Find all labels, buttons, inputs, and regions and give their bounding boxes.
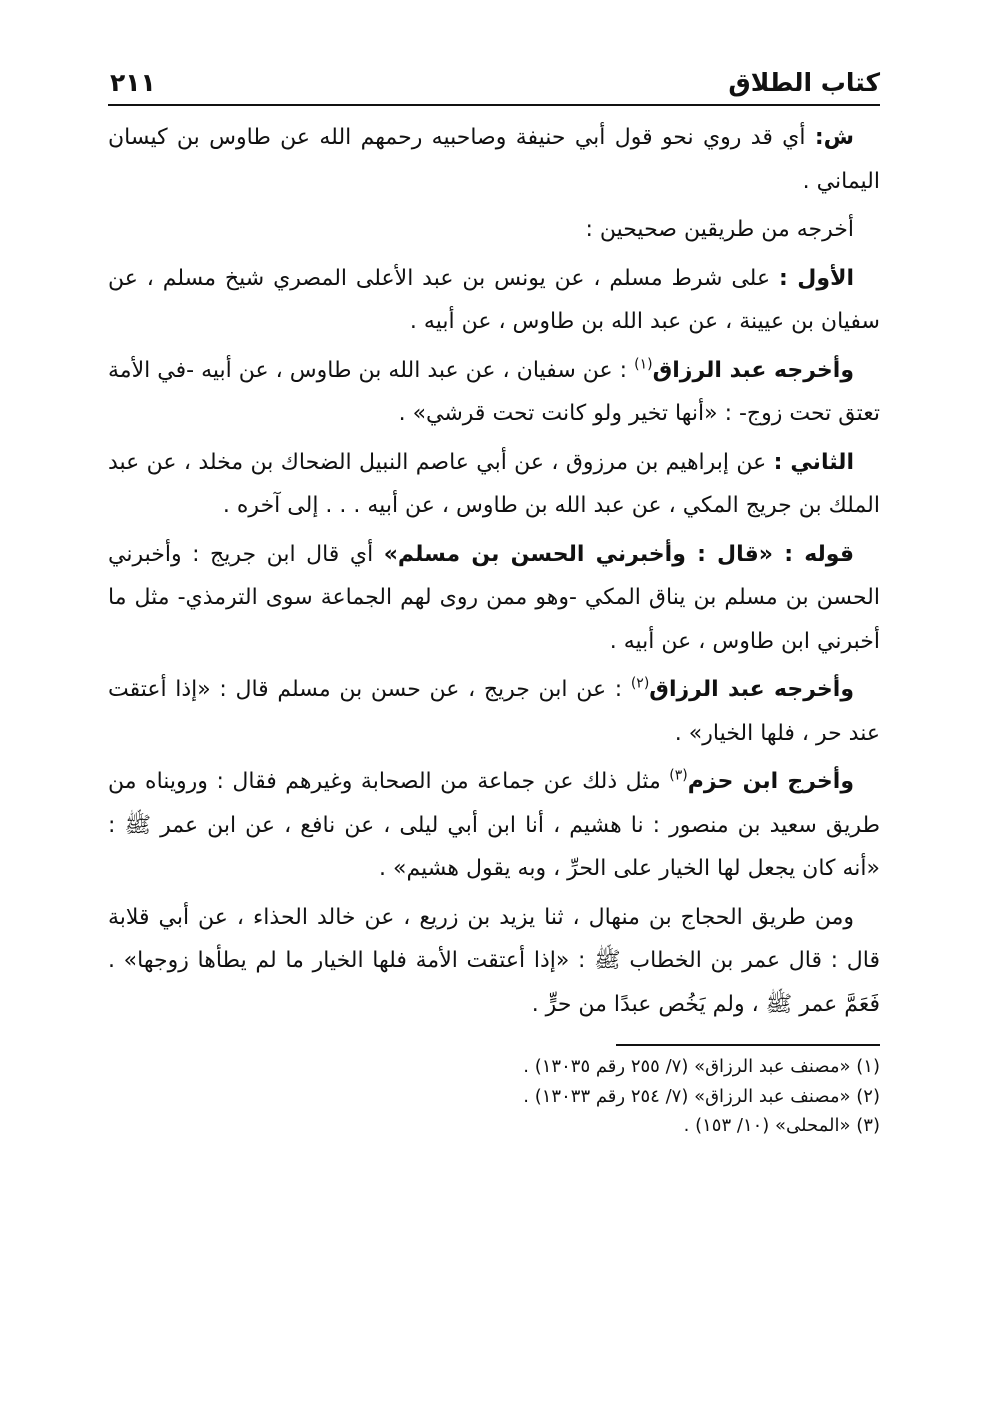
paragraph-text: مثل ذلك عن جماعة من الصحابة وغيرهم فقال : ورويناه من طريق سعيد بن منصور : نا هشيم ، أنا ابن أبي ليلى ، عن نافع ، عن ابن عمر ﷺ : «أنه كان يجعل لها الخيار على الحرِّ ، وبه يقول هشيم» . [108,769,880,881]
paragraph-text: : عن ابن جريج ، عن حسن بن مسلم قال : «إذا أعتقت عند حر ، فلها الخيار» . [108,677,880,746]
footnote: (٢) «مصنف عبد الرزاق» (٧/ ٢٥٤ رقم ١٣٠٣٣) . [523,1085,880,1107]
paragraph-lead: ش: [814,125,854,150]
paragraph-lead: وأخرجه عبد الرزاق [649,677,854,702]
paragraph [108,116,880,203]
paragraph [108,208,880,252]
paragraph-lead: الثاني : [773,449,854,475]
page-number: ٢١١ [110,68,156,97]
paragraph [108,760,880,891]
book-page [108,62,880,1141]
paragraph-lead: وأخرج ابن حزم [687,769,854,794]
paragraph-lead: الأول : [778,265,854,291]
paragraph [108,533,880,664]
paragraph-text: أخرجه من طريقين صحيحين : [585,217,854,242]
paragraph-text: أي قد روي نحو قول أبي حنيفة وصاحبيه رحمهم الله عن طاوس بن كيسان اليماني . [108,125,880,194]
footnote: (٣) «المحلى» (١٠/ ١٥٣) . [683,1115,880,1136]
footnote-separator [616,1044,880,1046]
paragraph-lead: قوله : «قال : وأخبرني الحسن بن مسلم» [383,541,854,567]
paragraph [108,668,880,755]
paragraph [108,349,880,436]
paragraph-text: ومن طريق الحجاج بن منهال ، ثنا يزيد بن زريع ، عن خالد الحذاء ، عن أبي قلابة قال : قال عمر بن الخطاب ﷺ : «إذا أعتقت الأمة فلها الخيار ما لم يطأها زوجها» . فَعَمَّ عمر ﷺ ، ولم يَخُص عبدًا من حرٍّ . [108,904,880,1017]
paragraph-text: أي قال ابن جريج : وأخبرني الحسن بن مسلم بن يناق المكي -وهو ممن روى لهم الجماعة سوى الترمذي- مثل ما أخبرني ابن طاوس ، عن أبيه . [108,541,880,654]
paragraph-text: على شرط مسلم ، عن يونس بن عبد الأعلى المصري شيخ مسلم ، عن سفيان بن عيينة ، عن عبد الله بن طاوس ، عن أبيه . [108,265,880,334]
paragraph-text: : عن سفيان ، عن عبد الله بن طاوس ، عن أبيه -في الأمة تعتق تحت زوج- : «أنها تخير ولو كانت تحت قرشي» . [108,357,880,426]
page-body [108,106,880,1026]
footnote: (١) «مصنف عبد الرزاق» (٧/ ٢٥٥ رقم ١٣٠٣٥) . [523,1056,880,1077]
paragraph-text: عن إبراهيم بن مرزوق ، عن أبي عاصم النبيل الضحاك بن مخلد ، عن عبد الملك بن جريج المكي ، عن عبد الله بن طاوس ، عن أبيه . . . إلى آخره . [108,449,880,518]
footnote-reference: (٢) [630,675,650,692]
footnote-reference: (٣) [669,767,688,784]
paragraph [108,896,880,1027]
paragraph [108,441,880,528]
footnote-reference: (١) [634,356,653,373]
footnotes [108,1052,880,1141]
page-header [108,62,880,106]
paragraph-lead: وأخرجه عبد الرزاق [652,357,854,383]
chapter-title: كتاب الطلاق [728,68,880,97]
paragraph [108,257,880,344]
